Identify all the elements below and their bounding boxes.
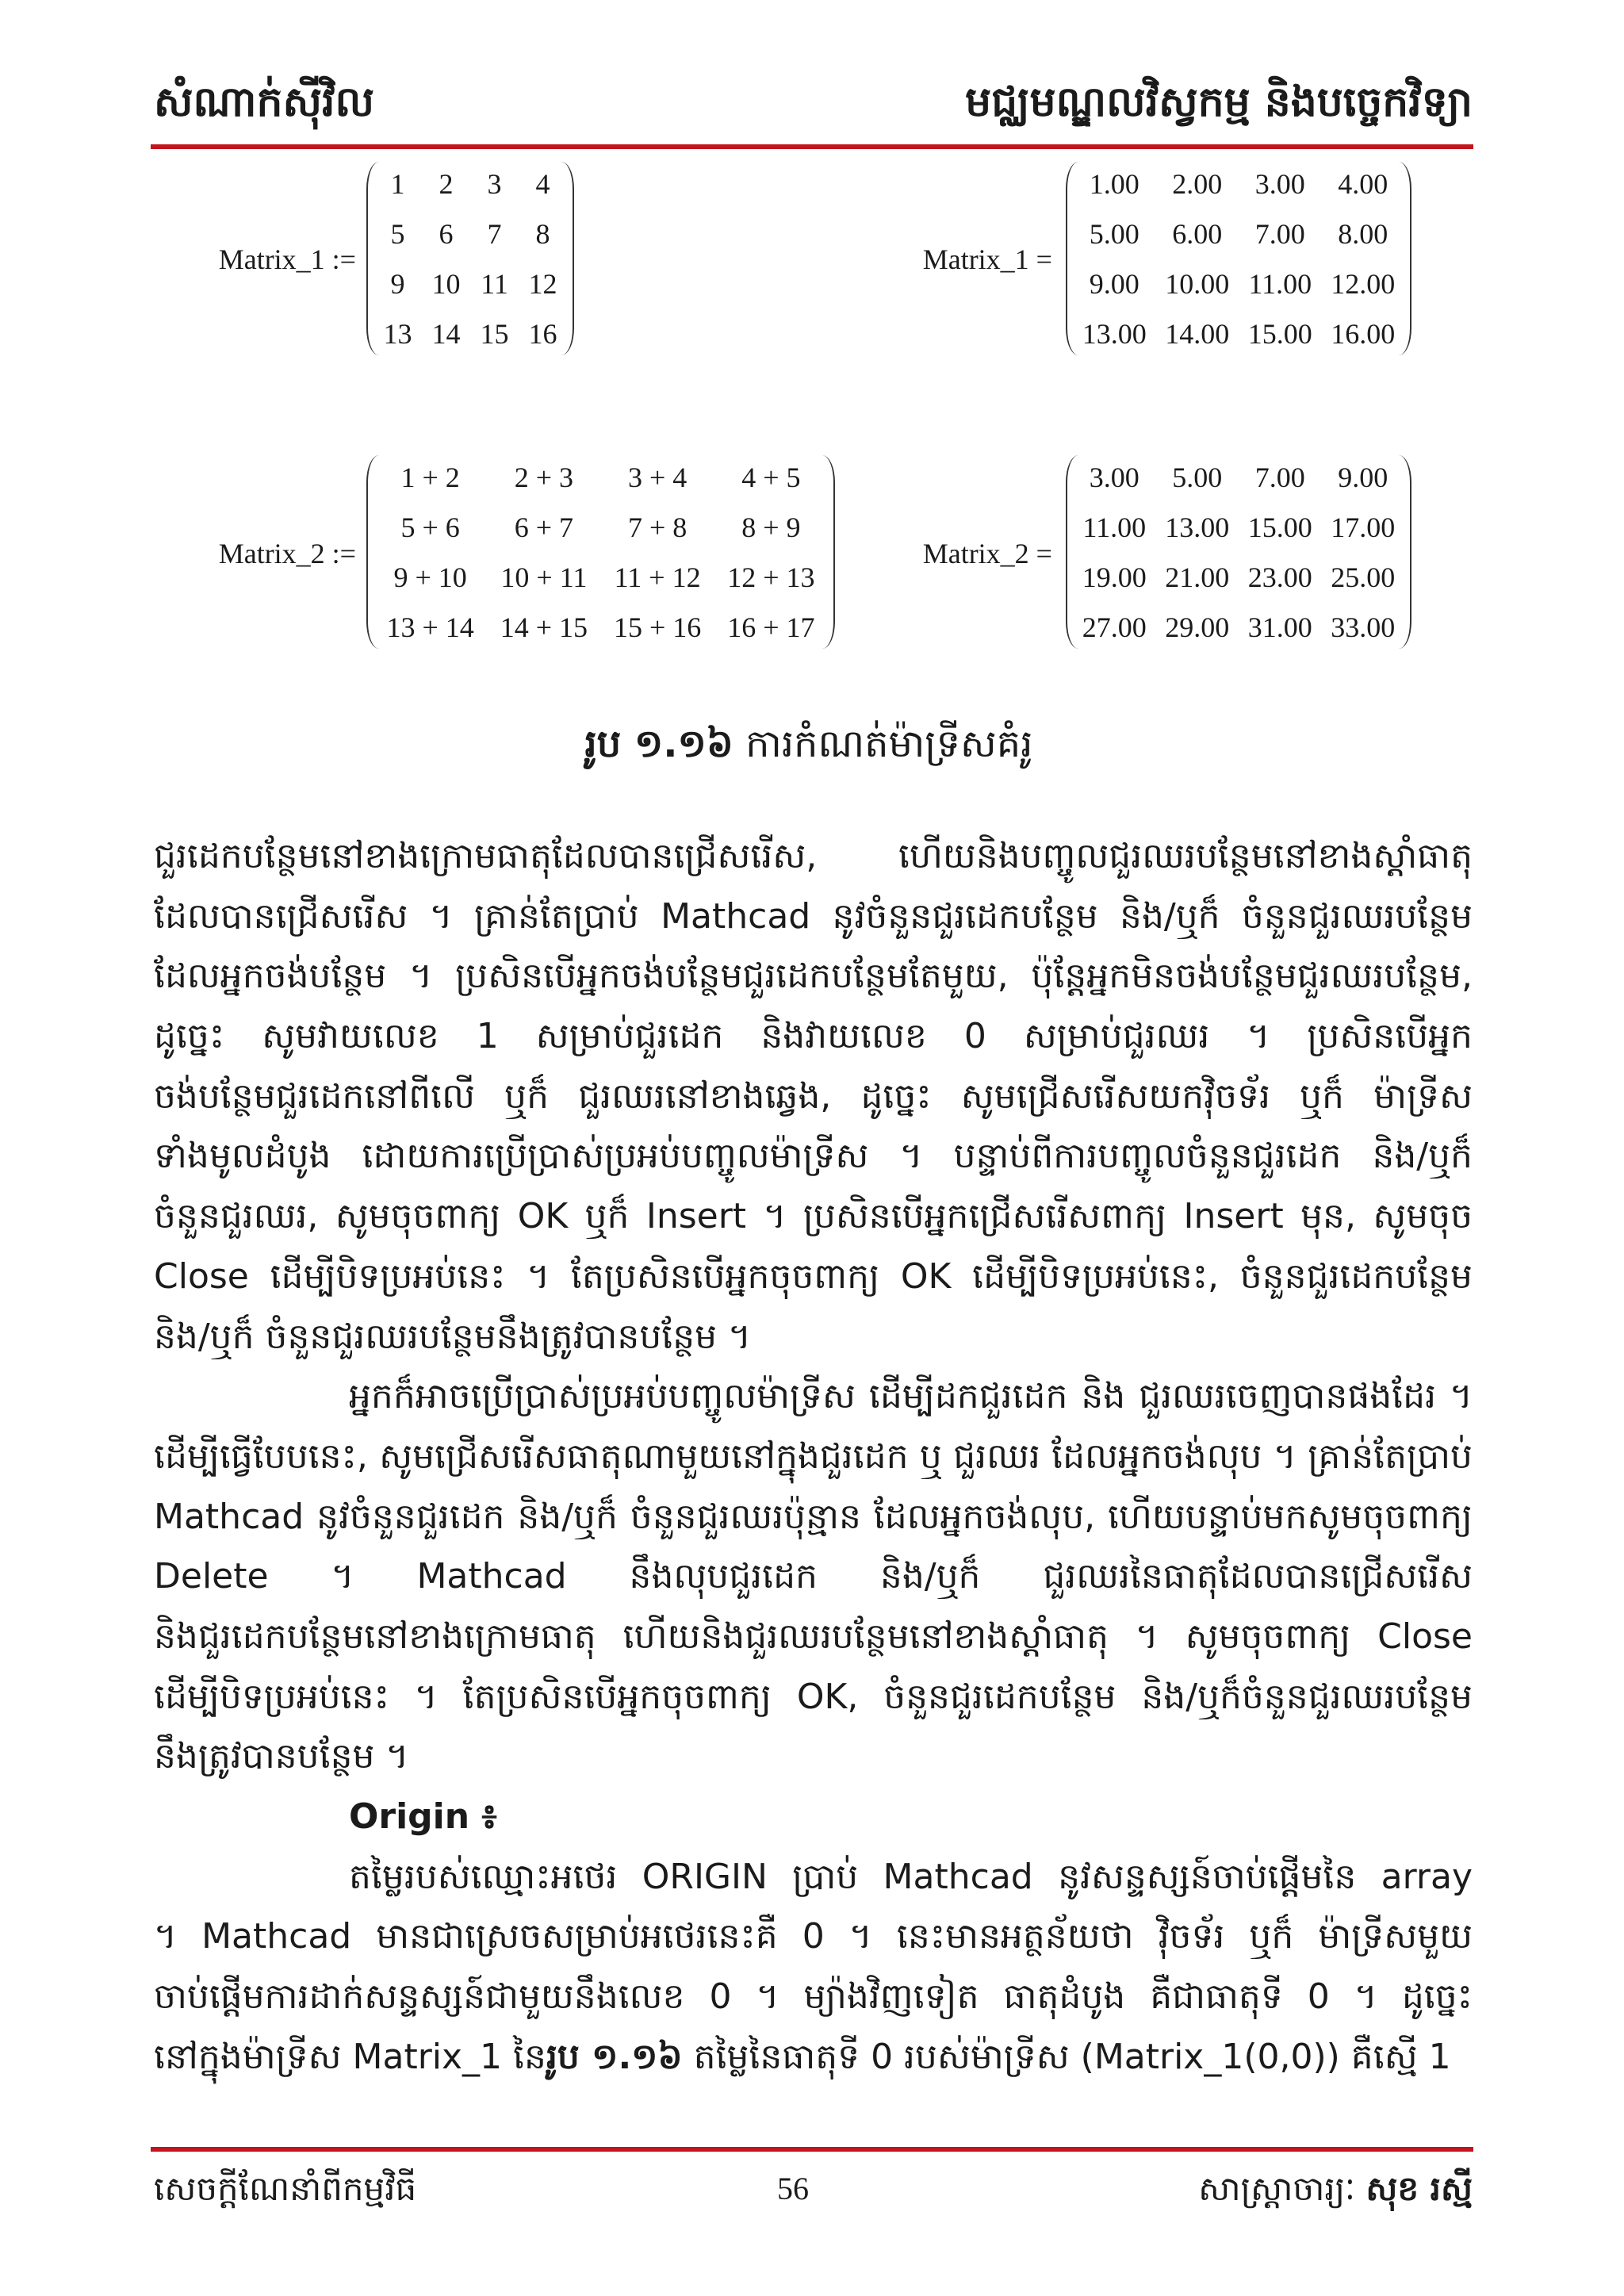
- matrix-cell: 10: [431, 267, 461, 300]
- matrix-cell: 13.00: [1082, 317, 1147, 350]
- body-line: ចាប់ផ្តើមការដាក់សន្ទស្សន៍ជាមួយនឹងលេខ 0 ។ ម្យ៉ាងវិញទៀត ធាតុដំបូង គឺជាធាតុទី 0 ។ ដូច្នេះ: [154, 1976, 1473, 2018]
- matrix-cell: 6.00: [1172, 217, 1223, 250]
- body-line-segment: នៅក្នុងម៉ាទ្រីស Matrix_1 នៃ: [154, 2036, 546, 2077]
- matrix-cell: 1.00: [1089, 167, 1139, 200]
- matrix-cell: 1: [390, 167, 405, 200]
- body-line: ជួរដេកបន្ថែមនៅខាងក្រោមធាតុដែលបានជ្រើសរើស, ហើយនិងបញ្ចូលជួរឈរបន្ថែមនៅខាងស្តាំធាតុ: [154, 836, 1473, 876]
- matrix-2-result: [1066, 452, 1411, 652]
- matrix-2-definition-label: Matrix_2 :=: [218, 538, 356, 569]
- matrix-cell: 27.00: [1082, 611, 1147, 643]
- matrix-cell: 9.00: [1338, 461, 1388, 493]
- figure-caption: [0, 722, 1618, 766]
- matrix-cell: 9.00: [1089, 267, 1139, 300]
- matrix-2-definition: [366, 452, 835, 652]
- figure-caption-number: រូប ១.១៦: [584, 722, 733, 766]
- matrix-cell: 6: [439, 217, 454, 250]
- matrix-cell: 15.00: [1247, 317, 1312, 350]
- matrix-cell: 14.00: [1165, 317, 1230, 350]
- footer-book-title: សេចក្តីណែនាំពីកម្មវិធី: [154, 2169, 417, 2208]
- body-line: ដើម្បីបិទប្រអប់នេះ ។ តែប្រសិនបើអ្នកចុចពាក្យ OK, ចំនួនជួរដេកបន្ថែម និង/ឬក៏ចំនួនជួរឈរបន្ថែម: [154, 1676, 1473, 1717]
- matrix-cell: 4 + 5: [741, 461, 801, 493]
- matrix-cell: 7.00: [1254, 217, 1305, 250]
- matrix-cell: 7 + 8: [627, 511, 688, 543]
- footer-author: [1198, 2169, 1473, 2209]
- body-text: [154, 826, 1473, 2087]
- matrix-cell: 14: [431, 317, 461, 350]
- matrix-cell: 2: [439, 167, 454, 200]
- matrix-cell: 12: [528, 267, 557, 300]
- matrix-cell: 8 + 9: [741, 511, 801, 543]
- matrix-cell: 3: [487, 167, 502, 200]
- matrix-cell: 11.00: [1248, 267, 1312, 300]
- body-line: អ្នកក៏អាចប្រើប្រាស់ប្រអប់បញ្ចូលម៉ាទ្រីស ដើម្បីដកជួរដេក និង ជួរឈរចេញបានផងដែរ ។: [349, 1376, 1473, 1417]
- page-number: 56: [777, 2171, 809, 2206]
- figure-matrices: [0, 0, 1624, 682]
- matrix-cell: 23.00: [1247, 561, 1312, 593]
- matrix-cell: 31.00: [1247, 611, 1312, 643]
- body-line: Delete ។ Mathcad នឹងលុបជួរដេក និង/ឬក៏ ជួរឈរនៃធាតុដែលបានជ្រើសរើស: [154, 1556, 1473, 1597]
- matrix-cell: 15 + 16: [613, 611, 702, 643]
- body-line: ចង់បន្ថែមជួរដេកនៅពីលើ ឬក៏ ជួរឈរនៅខាងឆ្វេង, ដូច្នេះ សូមជ្រើសរើសយកវ៉ិចទ័រ ឬក៏ ម៉ាទ្រីស: [154, 1075, 1473, 1117]
- matrix-cell: 10.00: [1165, 267, 1230, 300]
- matrix-cell: 13 + 14: [386, 611, 474, 643]
- matrix-cell: 14 + 15: [500, 611, 588, 643]
- body-line: [154, 2027, 1473, 2087]
- figure-caption-text: ការកំណត់ម៉ាទ្រីសគំរូ: [745, 722, 1033, 766]
- body-line-segment: តម្លៃនៃធាតុទី 0 របស់ម៉ាទ្រីស (Matrix_1(0,0)) គឺស្មើ 1: [693, 2036, 1451, 2077]
- body-line: ដែលអ្នកចង់បន្ថែម ។ ប្រសិនបើអ្នកចង់បន្ថែមជួរដេកបន្ថែមតែមួយ, ប៉ុន្តែអ្នកមិនចង់បន្ថែមជួរឈរបន្ថែម,: [154, 956, 1473, 997]
- matrix-cell: 10 + 11: [500, 561, 588, 593]
- matrix-cell: 3.00: [1254, 167, 1305, 200]
- body-line: Close ដើម្បីបិទប្រអប់នេះ ។ តែប្រសិនបើអ្នកចុចពាក្យ OK ដើម្បីបិទប្រអប់នេះ, ចំនួនជួរដេកបន្ថែម: [154, 1255, 1473, 1297]
- footer-rule: [151, 2147, 1473, 2152]
- matrix-cell: 13.00: [1165, 511, 1230, 543]
- footer-author-name: សុខ រស្មី: [1365, 2169, 1473, 2208]
- body-line: នឹងត្រូវបានបន្ថែម ។: [154, 1736, 409, 1777]
- matrix-cell: 8: [535, 217, 550, 250]
- matrix-cell: 5: [390, 217, 405, 250]
- body-line: Mathcad នូវចំនួនជួរដេក និង/ឬក៏ ចំនួនជួរឈរប៉ុន្មាន ដែលអ្នកចង់លុប, ហើយបន្ទាប់មកសូមចុចពាក្យ: [154, 1496, 1473, 1537]
- matrix-cell: 5 + 6: [400, 511, 460, 543]
- matrix-cell: 2.00: [1172, 167, 1223, 200]
- matrix-cell: 7.00: [1254, 461, 1305, 493]
- matrix-1-result-label: Matrix_1 =: [922, 243, 1052, 275]
- footer-author-prefix: សាស្ត្រាចារ្យៈ: [1198, 2169, 1366, 2208]
- matrix-cell: 29.00: [1165, 611, 1230, 643]
- matrix-cell: 15: [480, 317, 509, 350]
- matrix-cell: 11.00: [1082, 511, 1147, 543]
- body-line: និង/ឬក៏ ចំនួនជួរឈរបន្ថែមនឹងត្រូវបានបន្ថែម ។: [154, 1316, 752, 1357]
- matrix-cell: 3.00: [1089, 461, 1139, 493]
- matrix-cell: 33.00: [1331, 611, 1396, 643]
- matrix-cell: 19.00: [1082, 561, 1147, 593]
- matrix-cell: 16: [528, 317, 557, 350]
- matrix-1-definition: [366, 159, 574, 358]
- matrix-cell: 21.00: [1165, 561, 1230, 593]
- matrix-cell: 5.00: [1172, 461, 1223, 493]
- matrix-cell: 11 + 12: [614, 561, 701, 593]
- figure-reference: រូប ១.១៦: [546, 2036, 683, 2077]
- matrix-2-result-label: Matrix_2 =: [922, 538, 1052, 569]
- matrix-cell: 16.00: [1331, 317, 1396, 350]
- matrix-1-result: [1066, 159, 1411, 358]
- matrix-cell: 11: [481, 267, 508, 300]
- matrix-cell: 17.00: [1331, 511, 1396, 543]
- matrix-cell: 6 + 7: [514, 511, 574, 543]
- body-line: ទាំងមូលដំបូង ដោយការប្រើប្រាស់ប្រអប់បញ្ចូលម៉ាទ្រីស ។ បន្ទាប់ពីការបញ្ចូលចំនួនជួរដេក និង/ឬក៏: [154, 1136, 1473, 1177]
- matrix-cell: 15.00: [1247, 511, 1312, 543]
- header-left-title: សំណាក់ស៊ីវិល: [154, 79, 375, 126]
- matrix-cell: 12 + 13: [727, 561, 815, 593]
- body-line: ។ Mathcad មានជាស្រេចសម្រាប់អថេរនេះគឺ 0 ។ នេះមានអត្ថន័យថា វ៉ិចទ័រ ឬក៏ ម៉ាទ្រីសមួយ: [154, 1916, 1473, 1957]
- matrix-cell: 5.00: [1089, 217, 1139, 250]
- matrix-cell: 8.00: [1338, 217, 1388, 250]
- matrix-cell: 4.00: [1338, 167, 1388, 200]
- body-line: ចំនួនជួរឈរ, សូមចុចពាក្យ OK ឬក៏ Insert ។ ប្រសិនបើអ្នកជ្រើសរើសពាក្យ Insert មុន, សូមចុច: [154, 1196, 1473, 1237]
- body-line: ដូច្នេះ សូមវាយលេខ 1 សម្រាប់ជួរដេក និងវាយលេខ 0 សម្រាប់ជួរឈរ ។ ប្រសិនបើអ្នក: [154, 1016, 1473, 1057]
- matrix-cell: 25.00: [1331, 561, 1396, 593]
- matrix-cell: 1 + 2: [400, 461, 460, 493]
- body-line: ដើម្បីធ្វើបែបនេះ, សូមជ្រើសរើសធាតុណាមួយនៅក្នុងជួរដេក ឬ ជួរឈរ ដែលអ្នកចង់លុប ។ គ្រាន់តែប្រាប់: [154, 1435, 1473, 1477]
- matrix-cell: 16 + 17: [727, 611, 815, 643]
- matrix-1-definition-label: Matrix_1 :=: [218, 243, 356, 275]
- matrix-cell: 9: [390, 267, 405, 300]
- body-line: ដែលបានជ្រើសរើស ។ គ្រាន់តែប្រាប់ Mathcad នូវចំនួនជួរដេកបន្ថែម និង/ឬក៏ ចំនួនជួរឈរបន្ថែម: [154, 895, 1473, 937]
- matrix-cell: 2 + 3: [514, 461, 574, 493]
- matrix-cell: 7: [487, 217, 502, 250]
- body-line: តម្លៃរបស់ឈ្មោះអថេរ ORIGIN ប្រាប់ Mathcad នូវសន្ទស្សន៍ចាប់ផ្តើមនៃ array: [349, 1856, 1473, 1897]
- matrix-cell: 4: [535, 167, 550, 200]
- matrix-cell: 9 + 10: [393, 561, 467, 593]
- header-right-title: មជ្ឈមណ្ឌលវិស្វកម្ម និងបច្ចេកវិទ្យា: [965, 79, 1473, 126]
- origin-heading: Origin ៖: [349, 1796, 497, 1837]
- matrix-cell: 12.00: [1331, 267, 1396, 300]
- body-line: និងជួរដេកបន្ថែមនៅខាងក្រោមធាតុ ហើយនិងជួរឈរបន្ថែមនៅខាងស្តាំធាតុ ។ សូមចុចពាក្យ Close: [154, 1616, 1473, 1657]
- matrix-cell: 3 + 4: [627, 461, 688, 493]
- matrix-cell: 13: [383, 317, 412, 350]
